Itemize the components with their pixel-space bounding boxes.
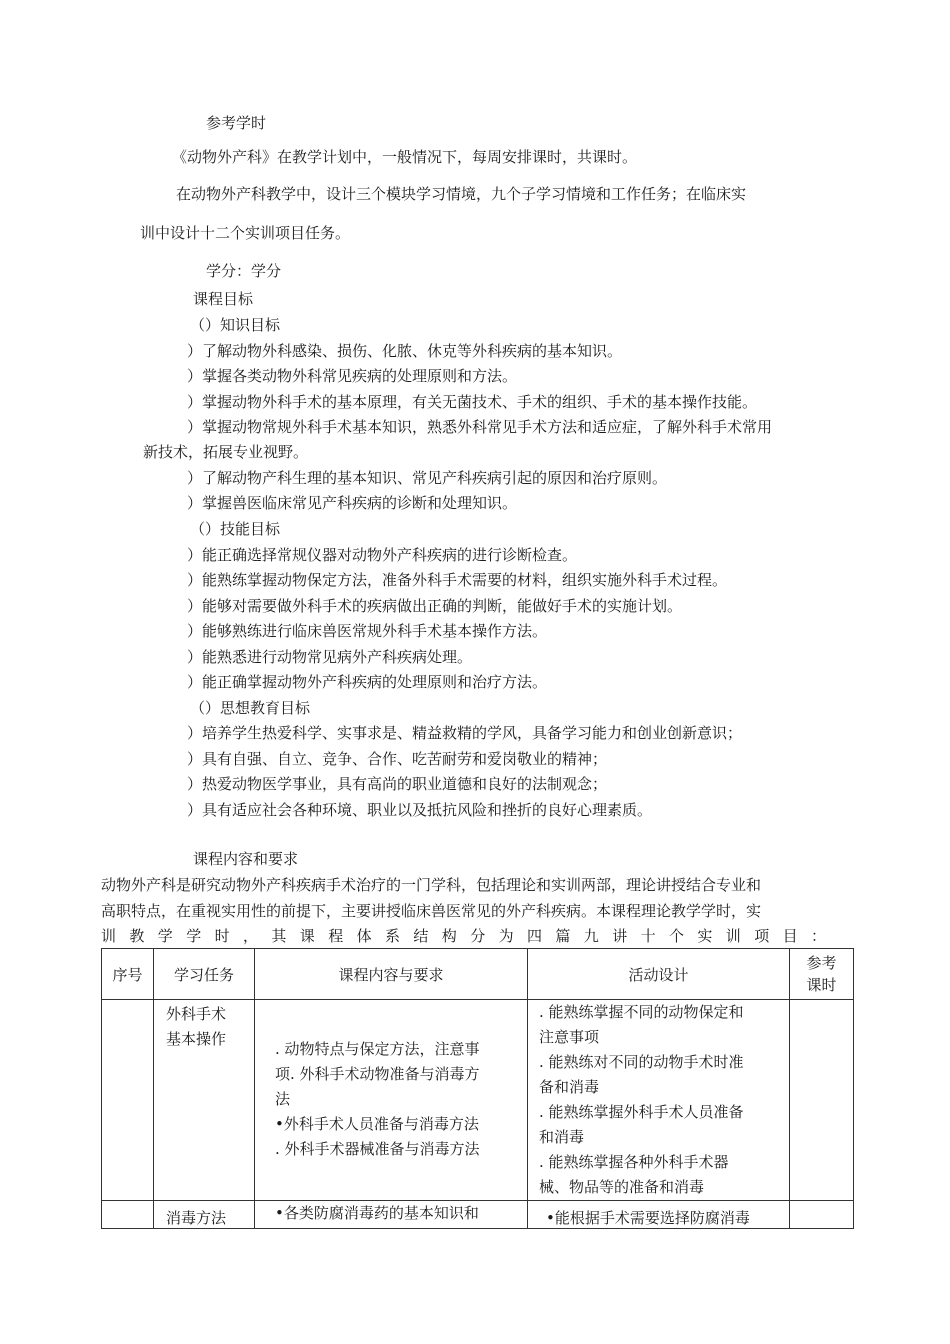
table-row <box>102 1000 854 1201</box>
intro-line-2: 高职特点，在重视实用性的前提下，主要讲授临床兽医常见的外产科疾病。本课程理论教学学时，实 <box>101 902 762 920</box>
skill-item-4: ）能够熟练进行临床兽医常规外科手术基本操作方法。 <box>187 622 548 640</box>
skill-item-1: ）能正确选择常规仪器对动物外产科疾病的进行诊断检查。 <box>187 546 578 564</box>
knowledge-heading: （）知识目标 <box>190 316 281 334</box>
intro-line-1: 动物外产科是研究动物外产科疾病手术治疗的一门学科，包括理论和实训两部，理论讲授结合专业和 <box>101 876 762 894</box>
knowledge-item-4-line1: ）掌握动物常规外科手术基本知识，熟悉外科常见手术方法和适应症，了解外科手术常用 <box>187 418 773 436</box>
skill-item-6: ）能正确掌握动物外产科疾病的处理原则和治疗方法。 <box>187 673 548 691</box>
knowledge-item-6: ）掌握兽医临床常见产科疾病的诊断和处理知识。 <box>187 494 518 512</box>
row2-content: •各类防腐消毒药的基本知识和 <box>255 1201 528 1229</box>
moral-item-3: ）热爱动物医学事业，具有高尚的职业道德和良好的法制观念； <box>187 775 608 793</box>
row2-activity: •能根据手术需要选择防腐消毒 <box>528 1201 790 1229</box>
skill-heading: （）技能目标 <box>190 520 281 538</box>
moral-item-1: ）培养学生热爱科学、实事求是、精益救精的学风，具备学习能力和创业创新意识； <box>187 724 743 742</box>
knowledge-item-4-line2: 新技术，拓展专业视野。 <box>143 443 309 461</box>
course-table <box>101 948 854 1229</box>
table-header-row <box>102 949 854 1000</box>
row1-content: . 动物特点与保定方法，注意事 项. 外科手术动物准备与消毒方 法 •外科手术人员准备与消毒方法 . 外科手术器械准备与消毒方法 <box>255 1000 528 1201</box>
modules-paragraph-line2: 训中设计十二个实训项目任务。 <box>140 224 351 242</box>
knowledge-item-1: ）了解动物外科感染、损伤、化脓、休克等外科疾病的基本知识。 <box>187 342 623 360</box>
header-activity: 活动设计 <box>528 949 790 1000</box>
knowledge-item-2: ）掌握各类动物外科常见疾病的处理原则和方法。 <box>187 367 518 385</box>
header-hours: 参考 课时 <box>790 949 854 1000</box>
hours-paragraph: 《动物外产科》在教学计划中，一般情况下，每周安排课时，共课时。 <box>172 148 638 166</box>
skill-item-3: ）能够对需要做外科手术的疾病做出正确的判断，能做好手术的实施计划。 <box>187 597 683 615</box>
row1-no <box>102 1000 154 1201</box>
moral-item-4: ）具有适应社会各种环境、职业以及抵抗风险和挫折的良好心理素质。 <box>187 801 653 819</box>
knowledge-item-3: ）掌握动物外科手术的基本原理，有关无菌技术、手术的组织、手术的基本操作技能。 <box>187 393 758 411</box>
skill-item-2: ）能熟练掌握动物保定方法，准备外科手术需要的材料，组织实施外科手术过程。 <box>187 571 728 589</box>
intro-line-3: 训教学学时，其课程体系结构分为四篇九讲十个实训项目： <box>101 927 840 945</box>
header-no: 序号 <box>102 949 154 1000</box>
row1-activity: . 能熟练掌握不同的动物保定和 注意事项 . 能熟练对不同的动物手术时准 备和消毒 . 能熟练掌握外科手术人员准备 和消毒 . 能熟练掌握各种外科手术器 械、物品等的准备和消毒 <box>528 1000 790 1201</box>
hours-heading: 参考学时 <box>206 114 267 132</box>
row2-task: 消毒方法 <box>154 1201 255 1229</box>
row2-hours <box>790 1201 854 1229</box>
credit-line: 学分：学分 <box>206 262 282 280</box>
goals-heading: 课程目标 <box>193 290 254 308</box>
table-row <box>102 1201 854 1229</box>
skill-item-5: ）能熟悉进行动物常见病外产科疾病处理。 <box>187 648 473 666</box>
row2-no <box>102 1201 154 1229</box>
knowledge-item-5: ）了解动物产科生理的基本知识、常见产科疾病引起的原因和治疗原则。 <box>187 469 668 487</box>
row1-hours <box>790 1000 854 1201</box>
moral-item-2: ）具有自强、自立、竞争、合作、吃苦耐劳和爱岗敬业的精神； <box>187 750 608 768</box>
row1-task: 外科手术 基本操作 <box>154 1000 255 1201</box>
moral-heading: （）思想教育目标 <box>190 699 311 717</box>
modules-paragraph-line1: 在动物外产科教学中，设计三个模块学习情境，九个子学习情境和工作任务；在临床实 <box>176 185 747 203</box>
header-task: 学习任务 <box>154 949 255 1000</box>
content-heading: 课程内容和要求 <box>193 850 299 868</box>
header-content: 课程内容与要求 <box>255 949 528 1000</box>
